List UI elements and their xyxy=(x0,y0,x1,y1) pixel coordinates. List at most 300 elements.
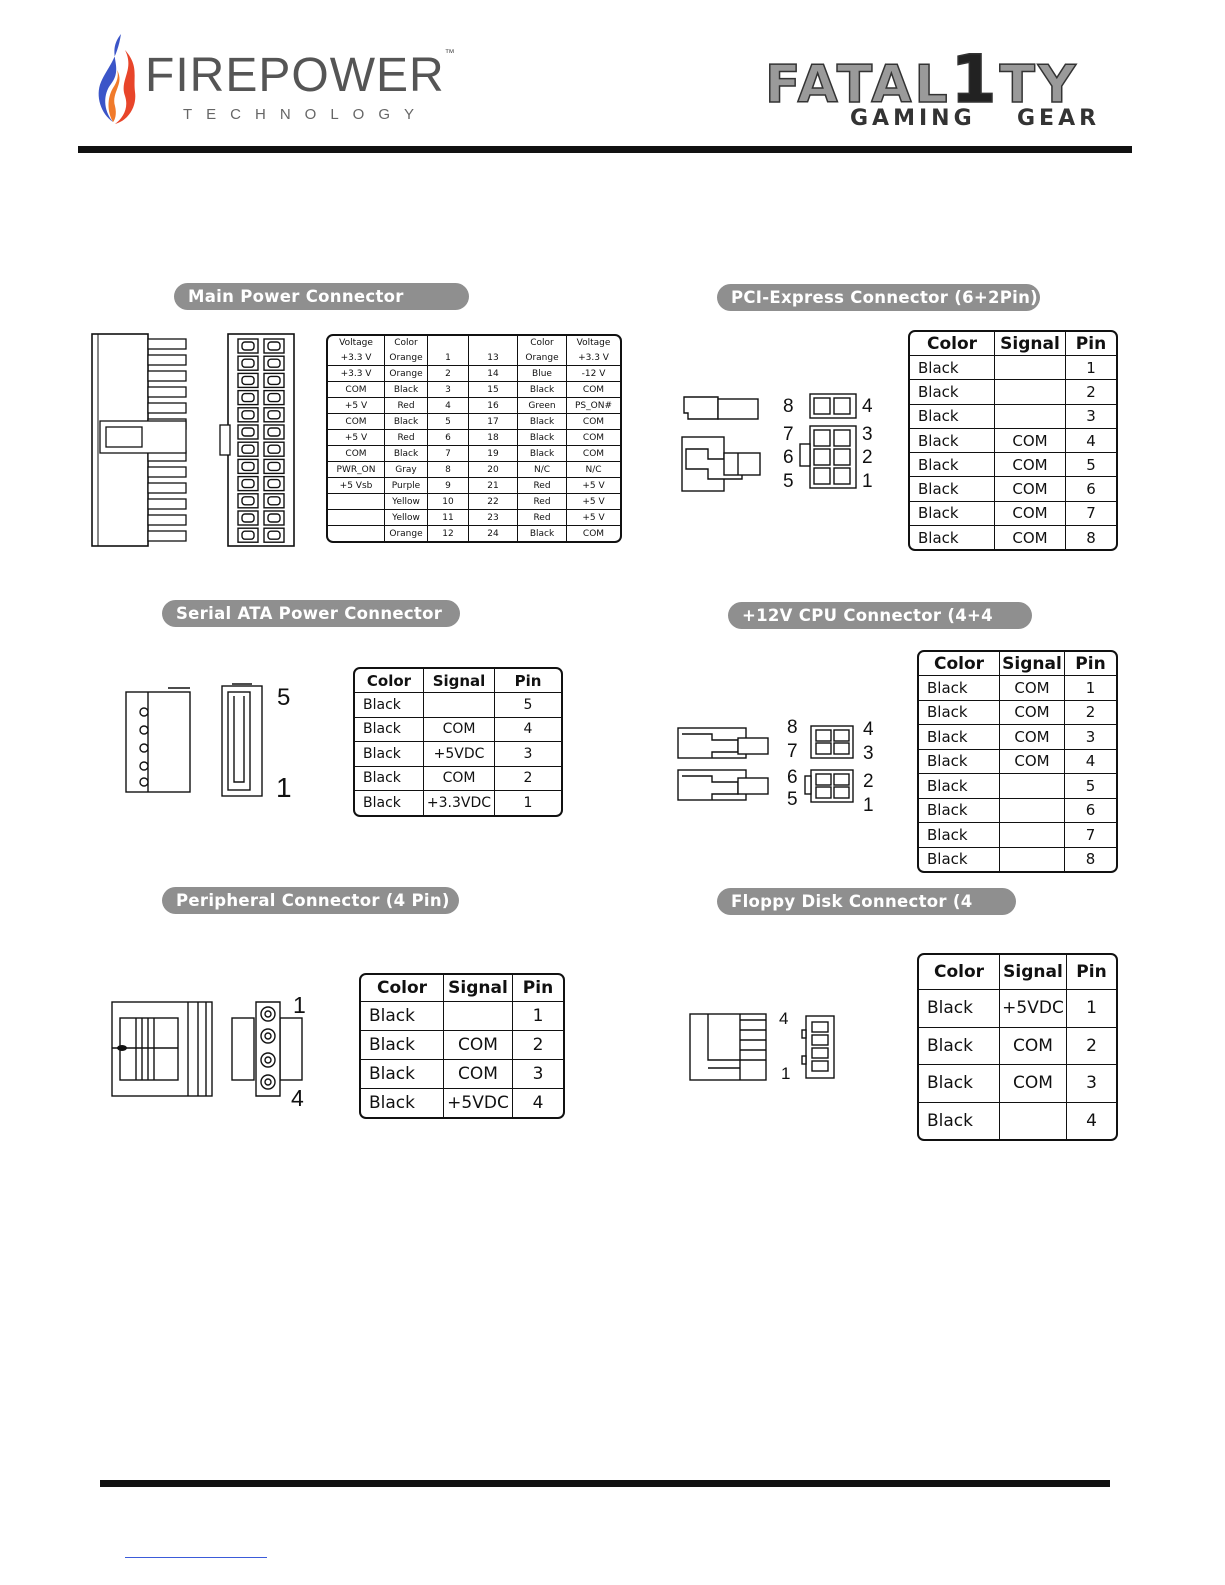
peripheral-table xyxy=(359,973,565,1119)
main-power-cell: COM xyxy=(567,382,620,398)
sata-cell: COM xyxy=(424,718,495,743)
main-power-cell: +5 V xyxy=(567,510,620,526)
pcie-cell: COM xyxy=(995,453,1066,477)
main-power-pin-contact xyxy=(242,359,254,367)
floppy-cell: COM xyxy=(1000,1028,1067,1066)
main-power-cell: 7 xyxy=(428,446,469,462)
main-power-cell: -12 V xyxy=(567,366,620,382)
main-power-pin-contact xyxy=(268,514,280,522)
pcie-cell: Black xyxy=(910,453,995,477)
pcie-cell: 2 xyxy=(1066,380,1116,404)
footer-rule xyxy=(100,1480,1110,1487)
pcie-cell: COM xyxy=(995,526,1066,549)
floppy-side-diagram xyxy=(688,1012,768,1082)
main-power-cell xyxy=(328,510,385,526)
main-power-cell: COM xyxy=(567,430,620,446)
floppy-cell: COM xyxy=(1000,1065,1067,1103)
main-power-row xyxy=(328,366,620,382)
main-power-pin-contact xyxy=(242,462,254,470)
pcie-row xyxy=(910,405,1116,429)
main-power-cell: Black xyxy=(518,430,567,446)
cpu-cell: COM xyxy=(1000,701,1065,726)
main-power-cell: COM xyxy=(567,446,620,462)
pcie-row xyxy=(910,526,1116,549)
main-power-title: Main Power Connector xyxy=(174,283,469,310)
pcie-cell: Black xyxy=(910,526,995,549)
cpu-pin-label: 5 xyxy=(787,789,798,810)
main-power-side-diagram xyxy=(90,333,190,548)
main-power-cell: Black xyxy=(385,414,428,430)
cpu-cell: 8 xyxy=(1085,850,1096,869)
main-power-cell: 17 xyxy=(469,414,518,430)
pcie-cell: 8 xyxy=(1086,528,1096,547)
cpu-header-signal: Signal xyxy=(1000,652,1065,676)
pcie-cell: COM xyxy=(995,429,1066,453)
floppy-cell: +5VDC xyxy=(1000,990,1067,1028)
main-power-cell: Red xyxy=(518,478,567,494)
main-power-cell: Orange xyxy=(385,366,428,382)
cpu-cell: Black xyxy=(919,676,1000,701)
cpu-row xyxy=(919,725,1116,750)
peripheral-cell: 2 xyxy=(513,1031,563,1060)
peripheral-cell: Black xyxy=(361,1089,444,1117)
cpu-row xyxy=(919,823,1116,848)
floppy-cell: Black xyxy=(919,1028,1000,1066)
main-power-header-cell: Color xyxy=(385,336,428,350)
cpu-cell: Black xyxy=(919,701,1000,726)
sata-row xyxy=(355,718,561,743)
pcie-cell: 3 xyxy=(1066,405,1116,429)
main-power-row xyxy=(328,478,620,494)
peripheral-title: Peripheral Connector (4 Pin) xyxy=(162,887,459,914)
floppy-row xyxy=(919,1028,1116,1066)
floppy-cell: 3 xyxy=(1067,1065,1116,1103)
main-power-cell: COM xyxy=(328,382,385,398)
main-power-cell xyxy=(328,526,385,541)
peripheral-header-pin: Pin xyxy=(513,975,563,1002)
main-power-pin-contact xyxy=(242,411,254,419)
main-power-cell: Black xyxy=(518,526,567,541)
cpu-pin-label: 4 xyxy=(863,719,874,740)
main-power-pin-contact xyxy=(242,376,254,384)
cpu-cell: 2 xyxy=(1065,701,1116,726)
cpu-pin-label: 1 xyxy=(863,795,874,816)
main-power-cell: N/C xyxy=(518,462,567,478)
main-power-cell: +5 V xyxy=(328,398,385,414)
cpu-cell: 4 xyxy=(1065,750,1116,775)
main-power-row xyxy=(328,430,620,446)
sata-cell: 5 xyxy=(495,693,561,718)
main-power-cell: 3 xyxy=(428,382,469,398)
pcie-pin-label: 6 xyxy=(783,447,794,468)
pcie-cell: COM xyxy=(995,502,1066,526)
sata-cell: Black xyxy=(355,693,424,718)
main-power-pin-contact xyxy=(268,531,280,539)
pcie-header-color: Color xyxy=(910,332,995,356)
main-power-cell: Red xyxy=(518,494,567,510)
pcie-cell: Black xyxy=(910,405,995,429)
main-power-cell: 21 xyxy=(469,478,518,494)
main-power-cell: Black xyxy=(385,382,428,398)
floppy-cell: 2 xyxy=(1067,1028,1116,1066)
pcie-side-diagram xyxy=(678,393,762,493)
pcie-cell: 7 xyxy=(1066,502,1116,526)
peripheral-cell: +5VDC xyxy=(444,1089,513,1117)
main-power-cell: +3.3 V xyxy=(328,350,385,366)
peripheral-header-color: Color xyxy=(361,975,444,1002)
main-power-cell: Orange xyxy=(385,350,428,366)
cpu-cell: 5 xyxy=(1065,774,1116,799)
main-power-header-cell: Color xyxy=(518,336,567,350)
main-power-pin-contact xyxy=(268,411,280,419)
main-power-cell: Red xyxy=(385,398,428,414)
brand-left-tm: ™ xyxy=(444,48,456,59)
main-power-row xyxy=(328,398,620,414)
pcie-cell: Black xyxy=(910,429,995,453)
pcie-row xyxy=(910,502,1116,526)
pcie-cell: Black xyxy=(910,502,995,526)
sata-header-pin: Pin xyxy=(495,669,561,693)
sata-row xyxy=(355,693,561,718)
main-power-cell: +3.3 V xyxy=(328,366,385,382)
main-power-pin-contact xyxy=(268,359,280,367)
main-power-cell: 24 xyxy=(469,526,518,541)
floppy-header-pin: Pin xyxy=(1067,955,1116,990)
sata-cell: Black xyxy=(355,767,424,792)
pcie-cell: Black xyxy=(910,477,995,501)
floppy-face-diagram xyxy=(800,1012,840,1082)
peripheral-cell xyxy=(444,1002,513,1031)
pcie-cell: Black xyxy=(910,356,995,380)
main-power-cell: PS_ON# xyxy=(567,398,620,414)
floppy-row xyxy=(919,990,1116,1028)
main-power-pin-contact xyxy=(268,394,280,402)
pcie-cell: Black xyxy=(910,380,995,404)
brand-right-name-one: 1 xyxy=(950,41,1000,118)
main-power-table xyxy=(326,334,622,543)
footer-link-underline xyxy=(125,1557,267,1558)
floppy-cell: Black xyxy=(919,990,1000,1028)
cpu-row xyxy=(919,701,1116,726)
main-power-cell: 13 xyxy=(469,350,518,366)
main-power-cell: Black xyxy=(518,414,567,430)
main-power-header-cell: Voltage xyxy=(328,336,385,350)
main-power-cell: PWR_ON xyxy=(328,462,385,478)
sata-cell: Black xyxy=(355,791,424,815)
pcie-row xyxy=(910,429,1116,453)
cpu-row xyxy=(919,676,1116,701)
main-power-cell: Yellow xyxy=(385,494,428,510)
cpu-cell: 7 xyxy=(1065,823,1116,848)
peripheral-cell: Black xyxy=(361,1031,444,1060)
cpu-cell: COM xyxy=(1000,676,1065,701)
main-power-cell: 12 xyxy=(428,526,469,541)
main-power-cell: COM xyxy=(328,446,385,462)
main-power-cell: 14 xyxy=(469,366,518,382)
cpu-header-color: Color xyxy=(919,652,1000,676)
main-power-cell: 10 xyxy=(428,494,469,510)
main-power-cell: Red xyxy=(385,430,428,446)
cpu-cell: Black xyxy=(919,725,1000,750)
brand-left-name: FIREPOWER xyxy=(145,49,445,102)
sata-row xyxy=(355,791,561,815)
floppy-cell xyxy=(1000,1103,1067,1140)
peripheral-cell: Black xyxy=(361,1002,444,1031)
pcie-table xyxy=(908,330,1118,551)
cpu-cell xyxy=(1000,774,1065,799)
brand-right-sub-b: GEAR xyxy=(1017,106,1101,131)
main-power-row xyxy=(328,494,620,510)
pcie-pin-label: 4 xyxy=(862,396,873,417)
peripheral-cell: COM xyxy=(444,1031,513,1060)
sata-cell: 4 xyxy=(495,718,561,743)
main-power-row xyxy=(328,526,620,541)
sata-cell: COM xyxy=(424,767,495,792)
peripheral-cell: COM xyxy=(444,1060,513,1089)
brand-right-name-b: TY xyxy=(999,55,1079,115)
pcie-face-diagram xyxy=(798,390,860,490)
pcie-cell: 4 xyxy=(1066,429,1116,453)
pcie-row xyxy=(910,477,1116,501)
cpu-cell: Black xyxy=(919,799,1000,824)
main-power-cell: +3.3 V xyxy=(567,350,620,366)
main-power-cell: 22 xyxy=(469,494,518,510)
main-power-pin-contact xyxy=(268,445,280,453)
cpu-pin-label: 8 xyxy=(787,717,798,738)
main-power-pin-contact xyxy=(242,480,254,488)
main-power-cell: +5 V xyxy=(328,430,385,446)
main-power-pin-contact xyxy=(242,445,254,453)
pcie-row xyxy=(910,356,1116,380)
cpu-cell: Black xyxy=(919,823,1000,848)
main-power-pin-contact xyxy=(268,462,280,470)
pcie-pin-label: 8 xyxy=(783,396,794,417)
peripheral-cell: 4 xyxy=(532,1093,544,1113)
peripheral-pin-label: 1 xyxy=(293,992,306,1018)
sata-side-diagram xyxy=(124,686,194,796)
fatality-logo xyxy=(765,41,1115,131)
pcie-cell: 5 xyxy=(1066,453,1116,477)
main-power-cell: 9 xyxy=(428,478,469,494)
floppy-pin-label: 4 xyxy=(779,1009,789,1028)
main-power-cell: 6 xyxy=(428,430,469,446)
peripheral-row xyxy=(361,1002,563,1031)
floppy-header-signal: Signal xyxy=(1000,955,1067,990)
sata-header-color: Color xyxy=(355,669,424,693)
main-power-pin-contact xyxy=(268,428,280,436)
sata-face-diagram xyxy=(218,682,268,800)
pcie-pin-label: 2 xyxy=(862,447,873,468)
main-power-cell: 15 xyxy=(469,382,518,398)
pcie-row xyxy=(910,380,1116,404)
pcie-cell: COM xyxy=(995,477,1066,501)
main-power-row xyxy=(328,414,620,430)
sata-row xyxy=(355,767,561,792)
floppy-pin-label: 1 xyxy=(781,1064,791,1083)
cpu-pin-label: 7 xyxy=(787,741,798,762)
peripheral-row xyxy=(361,1031,563,1060)
cpu-row xyxy=(919,848,1116,872)
main-power-cell: N/C xyxy=(567,462,620,478)
main-power-pin-contact xyxy=(242,394,254,402)
main-power-cell: Red xyxy=(518,510,567,526)
cpu-table xyxy=(917,650,1118,873)
sata-cell: 3 xyxy=(495,742,561,767)
main-power-cell: 19 xyxy=(469,446,518,462)
cpu-row xyxy=(919,799,1116,824)
pcie-header-pin: Pin xyxy=(1066,332,1116,356)
main-power-pin-contact xyxy=(242,497,254,505)
main-power-cell: Orange xyxy=(385,526,428,541)
sata-cell: 2 xyxy=(495,767,561,792)
main-power-cell: COM xyxy=(567,414,620,430)
sata-row xyxy=(355,742,561,767)
main-power-cell: 1 xyxy=(428,350,469,366)
main-power-pin-contact xyxy=(242,428,254,436)
main-power-cell: COM xyxy=(582,528,605,539)
cpu-cell: 3 xyxy=(1065,725,1116,750)
peripheral-side-diagram xyxy=(110,1000,216,1100)
cpu-cell: 6 xyxy=(1065,799,1116,824)
main-power-pin-contact xyxy=(242,342,254,350)
main-power-cell: +5 V xyxy=(567,478,620,494)
main-power-cell: 8 xyxy=(428,462,469,478)
main-power-cell: Black xyxy=(518,446,567,462)
main-power-cell: 5 xyxy=(428,414,469,430)
pcie-row xyxy=(910,453,1116,477)
main-power-row xyxy=(328,462,620,478)
main-power-pin-contact xyxy=(242,514,254,522)
sata-cell: +5VDC xyxy=(424,742,495,767)
sata-pin-label: 1 xyxy=(276,772,292,803)
peripheral-cell: 1 xyxy=(513,1002,563,1031)
cpu-cell xyxy=(1000,799,1065,824)
cpu-pin-label: 3 xyxy=(863,743,874,764)
brand-left-sub: TECHNOLOGY xyxy=(183,106,429,123)
pcie-cell: 1 xyxy=(1066,356,1116,380)
main-power-cell: Orange xyxy=(518,350,567,366)
peripheral-pin-label: 4 xyxy=(291,1085,304,1111)
pcie-pin-label: 5 xyxy=(783,471,794,492)
sata-cell: 1 xyxy=(523,794,533,811)
cpu-header-pin: Pin xyxy=(1065,652,1116,676)
main-power-header-cell xyxy=(428,336,469,350)
main-power-cell: Yellow xyxy=(385,510,428,526)
main-power-cell: +5 V xyxy=(567,494,620,510)
cpu-pin-label: 2 xyxy=(863,771,874,792)
cpu-cell: COM xyxy=(1000,725,1065,750)
main-power-cell: COM xyxy=(328,414,385,430)
main-power-face-diagram xyxy=(216,333,298,548)
main-power-cell: Green xyxy=(518,398,567,414)
sata-cell: +3.3VDC xyxy=(424,791,495,815)
cpu-face-diagram xyxy=(803,722,857,808)
main-power-cell: 4 xyxy=(428,398,469,414)
main-power-cell: 18 xyxy=(469,430,518,446)
peripheral-row xyxy=(361,1089,563,1117)
cpu-cell: COM xyxy=(1000,750,1065,775)
main-power-cell: 20 xyxy=(469,462,518,478)
floppy-title: Floppy Disk Connector (4 Pin) xyxy=(717,888,1016,915)
main-power-header-cell: Voltage xyxy=(576,338,611,348)
main-power-row xyxy=(328,382,620,398)
main-power-cell: 2 xyxy=(428,366,469,382)
sata-cell: Black xyxy=(355,742,424,767)
cpu-row xyxy=(919,774,1116,799)
main-power-cell: Gray xyxy=(385,462,428,478)
sata-pin-label: 5 xyxy=(277,684,291,711)
pcie-title: PCI-Express Connector (6+2Pin) xyxy=(717,284,1040,311)
cpu-cell: Black xyxy=(919,848,1000,872)
main-power-cell: Purple xyxy=(385,478,428,494)
firepower-logo xyxy=(95,30,456,130)
header-rule xyxy=(78,146,1132,153)
floppy-table xyxy=(917,953,1118,1141)
main-power-header-cell xyxy=(469,336,518,350)
peripheral-cell: 3 xyxy=(513,1060,563,1089)
pcie-pin-label: 3 xyxy=(862,424,873,445)
main-power-pin-contact xyxy=(242,531,254,539)
main-power-pin-contact xyxy=(268,342,280,350)
cpu-side-diagram xyxy=(676,724,772,804)
cpu-title: +12V CPU Connector (4+4 Pin) xyxy=(728,602,1032,629)
main-power-pin-contact xyxy=(268,480,280,488)
pcie-pin-label: 7 xyxy=(783,424,794,445)
floppy-row xyxy=(919,1065,1116,1103)
cpu-cell: Black xyxy=(919,750,1000,775)
pcie-cell xyxy=(995,380,1066,404)
main-power-cell: 16 xyxy=(469,398,518,414)
floppy-cell: Black xyxy=(919,1065,1000,1103)
floppy-cell: Black xyxy=(919,1103,1000,1140)
peripheral-row xyxy=(361,1060,563,1089)
sata-header-signal: Signal xyxy=(424,669,495,693)
pcie-pin-label: 1 xyxy=(862,471,873,492)
pcie-cell: 6 xyxy=(1066,477,1116,501)
floppy-cell: 1 xyxy=(1067,990,1116,1028)
brand-right-sub-a: GAMING xyxy=(850,106,976,131)
cpu-pin-label: 6 xyxy=(787,767,798,788)
sata-cell xyxy=(424,693,495,718)
main-power-pin-contact xyxy=(268,376,280,384)
main-power-cell: Blue xyxy=(518,366,567,382)
main-power-cell: Black xyxy=(518,382,567,398)
peripheral-header-signal: Signal xyxy=(444,975,513,1002)
sata-table xyxy=(353,667,563,817)
cpu-cell: 1 xyxy=(1065,676,1116,701)
cpu-cell xyxy=(1000,823,1065,848)
brand-right-name-a: FATAL xyxy=(765,55,951,115)
sata-title: Serial ATA Power Connector xyxy=(162,600,460,627)
main-power-row xyxy=(328,350,620,366)
main-power-cell: 23 xyxy=(469,510,518,526)
sata-cell: Black xyxy=(355,718,424,743)
cpu-cell: Black xyxy=(919,774,1000,799)
main-power-row xyxy=(328,510,620,526)
main-power-cell: 11 xyxy=(428,510,469,526)
peripheral-cell: Black xyxy=(361,1060,444,1089)
pcie-cell xyxy=(995,405,1066,429)
floppy-cell: 4 xyxy=(1086,1110,1097,1131)
main-power-cell: Black xyxy=(385,446,428,462)
cpu-cell xyxy=(1000,848,1065,872)
flame-icon xyxy=(95,30,143,130)
floppy-row xyxy=(919,1103,1116,1140)
pcie-header-signal: Signal xyxy=(995,332,1066,356)
main-power-cell xyxy=(328,494,385,510)
floppy-header-color: Color xyxy=(919,955,1000,990)
main-power-row xyxy=(328,446,620,462)
